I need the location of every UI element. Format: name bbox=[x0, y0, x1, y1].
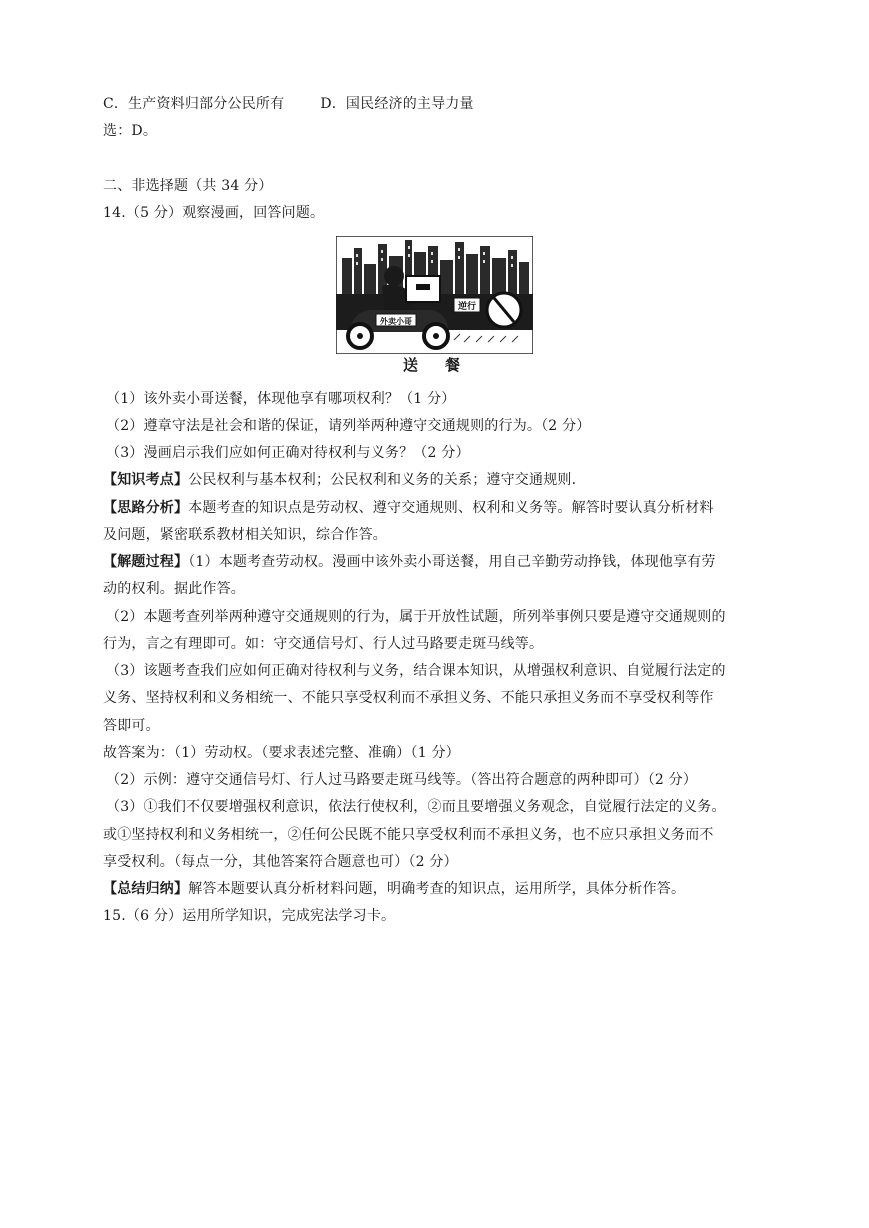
process-line-7: 答即可。 bbox=[103, 718, 160, 734]
answer-line-2: （2）示例：遵守交通信号灯、行人过马路要走斑马线等。（答出符合题意的两种即可）（2 分） bbox=[106, 772, 698, 788]
summary-text: 解答本题要认真分析材料问题，明确考查的知识点，运用所学，具体分析作答。 bbox=[188, 881, 686, 897]
summary bbox=[103, 879, 685, 899]
comic-drawing bbox=[336, 236, 533, 354]
analysis-label: 【思路分析】 bbox=[103, 500, 189, 516]
knowledge-text: 公民权利与基本权利；公民权利和义务的关系；遵守交通规则． bbox=[188, 472, 586, 488]
options-row bbox=[103, 94, 474, 114]
knowledge-label: 【知识考点】 bbox=[103, 472, 189, 488]
analysis-text-1: 本题考查的知识点是劳动权、遵守交通规则、权利和义务等。解答时要认真分析材料 bbox=[188, 500, 714, 516]
process-line-3: （2）本题考查列举两种遵守交通规则的行为，属于开放性试题，所列举事例只要是遵守交通规则的 bbox=[106, 609, 726, 625]
question-14-sub-2: （2）遵章守法是社会和谐的保证，请列举两种遵守交通规则的行为。（2 分） bbox=[106, 418, 591, 434]
analysis-line-2: 及问题，紧密联系教材相关知识，综合作答。 bbox=[103, 527, 387, 543]
analysis-line-1 bbox=[103, 498, 714, 518]
option-d: D．国民经济的主导力量 bbox=[320, 96, 474, 112]
question-15-stem: 15.（6 分）运用所学知识，完成宪法学习卡。 bbox=[103, 908, 396, 924]
section-title: 二、非选择题（共 34 分） bbox=[103, 178, 273, 194]
comic-caption: 送 餐 bbox=[402, 356, 466, 374]
summary-label: 【总结归纳】 bbox=[103, 881, 189, 897]
option-c: C．生产资料归部分公民所有 bbox=[103, 96, 285, 112]
process-line-1 bbox=[103, 552, 716, 572]
rider-head bbox=[384, 266, 404, 286]
question-14-stem: 14.（5 分）观察漫画，回答问题。 bbox=[103, 205, 325, 221]
answer-line-5: 享受权利。（每点一分，其他答案符合题意也可）（2 分） bbox=[103, 854, 458, 870]
question-14-sub-3: （3）漫画启示我们应如何正确对待权利与义务？（2 分） bbox=[106, 445, 470, 461]
process-text-1: （1）本题考查劳动权。漫画中该外卖小哥送餐，用自己辛勤劳动挣钱，体现他享有劳 bbox=[188, 554, 716, 570]
comic-illustration bbox=[336, 236, 533, 382]
knowledge-points bbox=[103, 470, 586, 490]
process-label: 【解题过程】 bbox=[103, 554, 189, 570]
wrong-way-sign-text: 逆行 bbox=[457, 302, 477, 312]
answer-line-3: （3）①我们不仅要增强权利意识，依法行使权利，②而且要增强义务观念，自觉履行法定的义务。 bbox=[106, 799, 726, 815]
answer-line-4: 或①坚持权利和义务相统一，②任何公民既不能只享受权利而不承担义务，也不应只承担义务而不 bbox=[103, 827, 714, 843]
scooter-text: 外卖小哥 bbox=[380, 317, 412, 326]
question-14-sub-1: （1）该外卖小哥送餐，体现他享有哪项权利？（1 分） bbox=[106, 391, 456, 407]
answer-line-1: 故答案为：（1）劳动权。（要求表述完整、准确）（1 分） bbox=[103, 745, 460, 761]
previous-answer: 选：D。 bbox=[103, 123, 158, 139]
process-line-5: （3）该题考查我们应如何正确对待权利与义务，结合课本知识，从增强权利意识、自觉履行法定的 bbox=[106, 663, 726, 679]
process-line-4: 行为，言之有理即可。如：守交通信号灯、行人过马路要走斑马线等。 bbox=[103, 636, 544, 652]
process-line-2: 动的权利。据此作答。 bbox=[103, 581, 245, 597]
process-line-6: 义务、坚持权利和义务相统一、不能只享受权利而不承担义务、不能只承担义务而不享受权利等作 bbox=[103, 690, 714, 706]
